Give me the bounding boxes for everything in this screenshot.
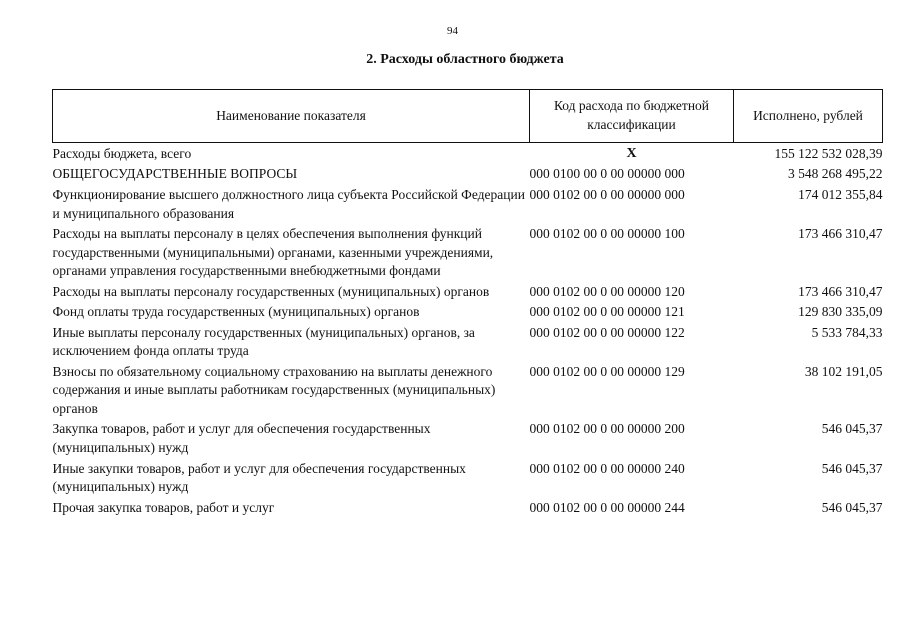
row-amount: 3 548 268 495,22 (788, 166, 883, 182)
table-row (53, 499, 883, 519)
row-code: 000 0102 00 0 00 00000 200 (529, 421, 685, 437)
row-name: Расходы на выплаты персоналу государственных (муниципальных) органов (52, 283, 490, 299)
row-code: 000 0102 00 0 00 00000 122 (529, 324, 685, 340)
table-row (53, 225, 883, 283)
table-row (53, 186, 883, 225)
budget-table (52, 89, 883, 519)
row-code: 000 0102 00 0 00 00000 100 (529, 226, 685, 242)
row-name: Иные закупки товаров, работ и услуг для обеспечения государственных (муниципальных) нужд (52, 460, 466, 495)
row-amount: 38 102 191,05 (804, 363, 883, 379)
row-name: Иные выплаты персоналу государственных (муниципальных) органов, за исключением фонда оплаты труда (52, 324, 475, 359)
row-code: 000 0100 00 0 00 00000 000 (529, 166, 685, 182)
header-executed-amount: Исполнено, рублей (734, 90, 883, 143)
row-name: Закупка товаров, работ и услуг для обеспечения государственных (муниципальных) нужд (52, 421, 431, 456)
row-amount: 546 045,37 (821, 499, 883, 515)
row-name: Фонд оплаты труда государственных (муниципальных) органов (52, 304, 420, 320)
table-row (53, 420, 883, 459)
row-amount: 546 045,37 (821, 460, 883, 476)
header-indicator-name: Наименование показателя (53, 90, 530, 143)
row-amount: 546 045,37 (821, 421, 883, 437)
row-name: Взносы по обязательному социальному страхованию на выплаты денежного содержания и иные выплаты работникам государственных (муниципальных) органов (52, 363, 496, 416)
section-title: 2. Расходы областного бюджета (366, 52, 564, 67)
row-amount: 174 012 355,84 (798, 186, 883, 202)
page-number: 94 (447, 25, 458, 37)
row-amount: 129 830 335,09 (798, 304, 883, 320)
table-row (53, 165, 883, 185)
row-name: Функционирование высшего должностного лица субъекта Российской Федерации и муниципального образования (52, 186, 525, 221)
row-code: 000 0102 00 0 00 00000 240 (529, 460, 685, 476)
row-amount: 173 466 310,47 (798, 226, 883, 242)
table-header-row (53, 90, 883, 143)
row-code: 000 0102 00 0 00 00000 244 (529, 499, 685, 515)
row-code: 000 0102 00 0 00 00000 129 (529, 363, 685, 379)
row-code: 000 0102 00 0 00 00000 120 (529, 283, 685, 299)
row-amount: 155 122 532 028,39 (774, 146, 883, 161)
table-row (53, 460, 883, 499)
row-name: Расходы бюджета, всего (52, 146, 192, 161)
row-name: Прочая закупка товаров, работ и услуг (52, 499, 275, 515)
table-row (53, 303, 883, 323)
table-row (53, 143, 883, 166)
table-row (53, 363, 883, 421)
row-name: ОБЩЕГОСУДАРСТВЕННЫЕ ВОПРОСЫ (52, 166, 298, 182)
row-code: 000 0102 00 0 00 00000 000 (529, 186, 685, 202)
row-amount: 5 533 784,33 (811, 324, 883, 340)
header-expense-code: Код расхода по бюджетной классификации (530, 90, 734, 143)
table-row (53, 324, 883, 363)
table-row (53, 283, 883, 303)
row-name: Расходы на выплаты персоналу в целях обеспечения выполнения функций государственными (муниципальными) органами, казенными учреждениями, органами управления государственными внебюджетными фондами (52, 226, 494, 279)
row-amount: 173 466 310,47 (798, 283, 883, 299)
row-code: 000 0102 00 0 00 00000 121 (529, 304, 685, 320)
row-code: X (626, 146, 637, 161)
